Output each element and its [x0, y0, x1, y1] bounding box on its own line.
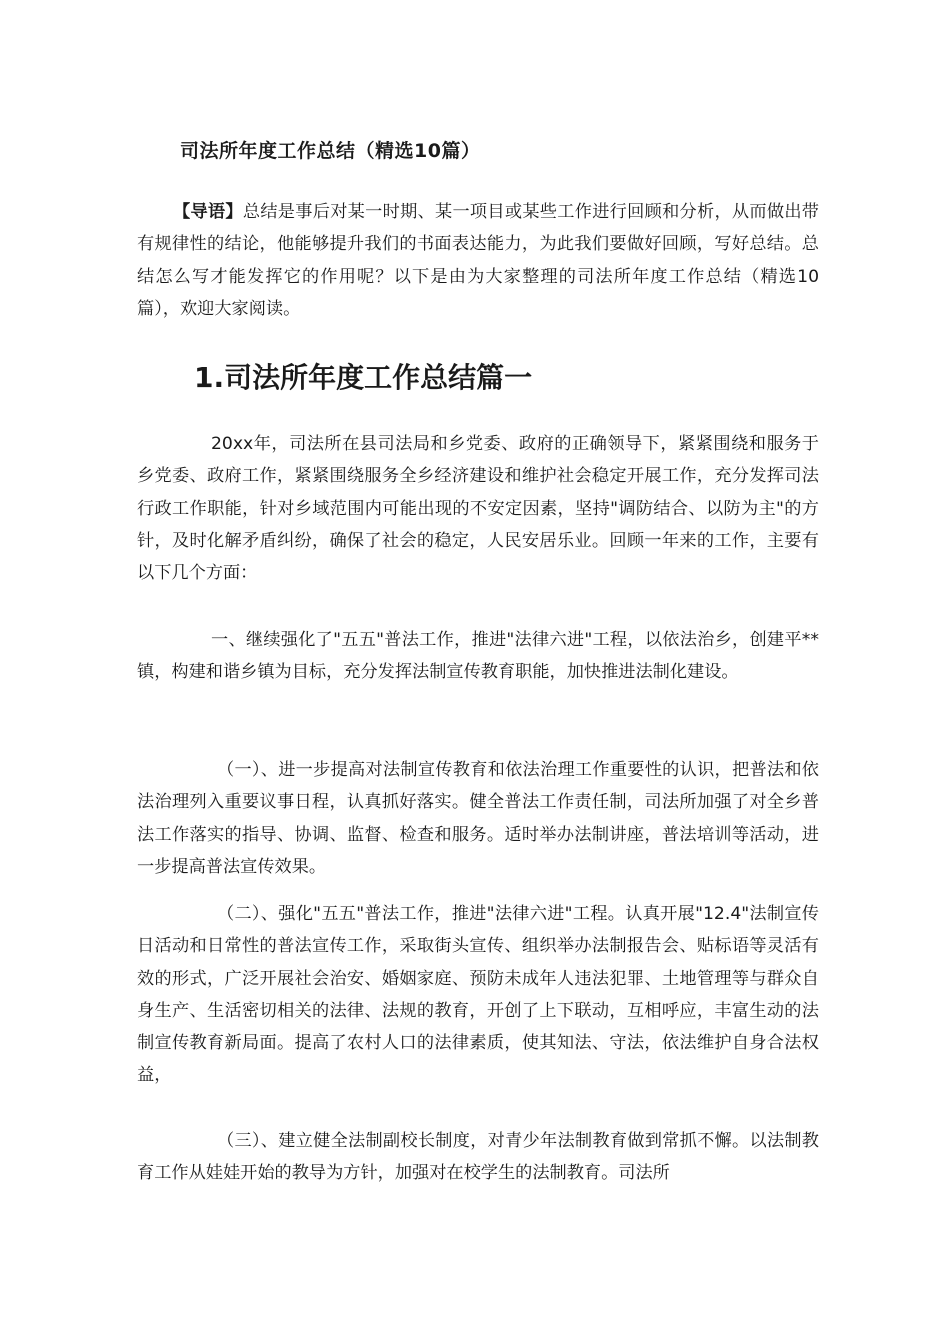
body-paragraph: 20xx年，司法所在县司法局和乡党委、政府的正确领导下，紧紧围绕和服务于乡党委、政府工作，紧紧围绕服务全乡经济建设和维护社会稳定开展工作，充分发挥司法行政工作职能，针对乡域范围内可能出现的不安定因素，坚持"调防结合、以防为主"的方针，及时化解矛盾纠纷，确保了社会的稳定，人民安居乐业。回顾一年来的工作，主要有以下几个方面：	[137, 434, 819, 584]
intro-lead: 【导语】	[173, 202, 243, 222]
body-paragraph: （二）、强化"五五"普法工作，推进"法律六进"工程。认真开展"12.4"法制宣传日活动和日常性的普法宣传工作，采取街头宣传、组织举办法制报告会、贴标语等灵活有效的形式，广泛开展社会治安、婚姻家庭、预防未成年人违法犯罪、土地管理等与群众自身生产、生活密切相关的法律、法规的教育，开创了上下联动，互相呼应，丰富生动的法制宣传教育新局面。提高了农村人口的法律素质，使其知法、守法，依法维护自身合法权益，	[137, 904, 819, 1086]
section-heading: 1.司法所年度工作总结篇一	[194, 361, 533, 394]
body-paragraph: （三）、建立健全法制副校长制度，对青少年法制教育做到常抓不懈。以法制教育工作从娃娃开始的教导为方针，加强对在校学生的法制教育。司法所	[137, 1131, 819, 1184]
intro-text: 总结是事后对某一时期、某一项目或某些工作进行回顾和分析，从而做出带有规律性的结论，他能够提升我们的书面表达能力，为此我们要做好回顾，写好总结。总结怎么写才能发挥它的作用呢？以下是由为大家整理的司法所年度工作总结（精选10篇），欢迎大家阅读。	[137, 202, 819, 319]
body-paragraph: 一、继续强化了"五五"普法工作，推进"法律六进"工程，以依法治乡，创建平**镇，构建和谐乡镇为目标，充分发挥法制宣传教育职能，加快推进法制化建设。	[137, 630, 819, 683]
document-title: 司法所年度工作总结（精选10篇）	[180, 140, 481, 162]
intro-paragraph	[137, 196, 819, 325]
body-paragraph: （一）、进一步提高对法制宣传教育和依法治理工作重要性的认识，把普法和依法治理列入重要议事日程，认真抓好落实。健全普法工作责任制，司法所加强了对全乡普法工作落实的指导、协调、监督、检查和服务。适时举办法制讲座，普法培训等活动，进一步提高普法宣传效果。	[137, 760, 819, 877]
